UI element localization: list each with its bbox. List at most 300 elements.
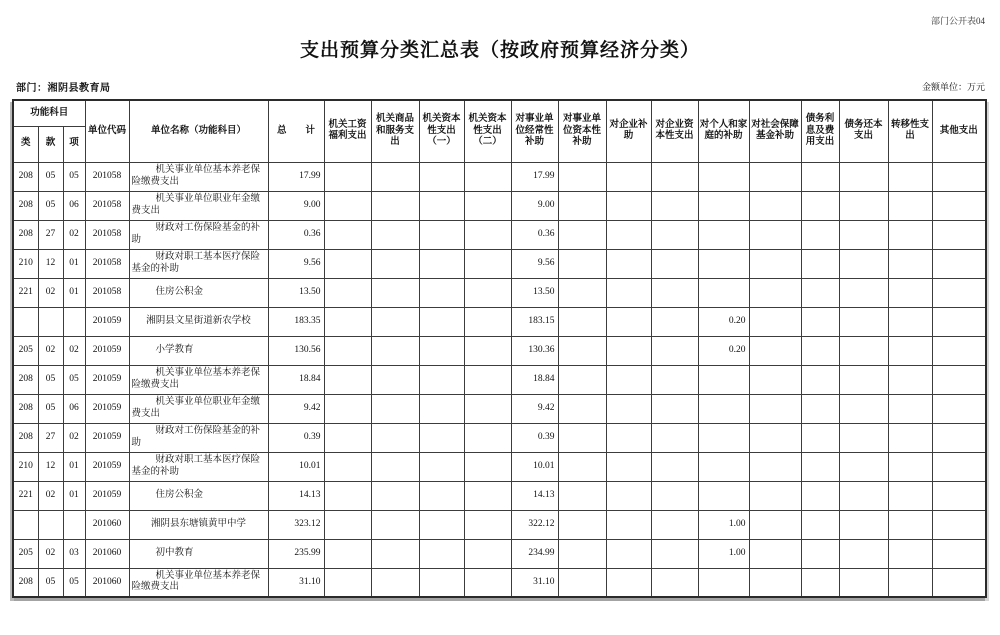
cell-inst-capital — [558, 568, 606, 597]
cell-unit-code: 201058 — [85, 249, 129, 278]
cell-unit-code: 201059 — [85, 336, 129, 365]
cell-transfer — [888, 539, 932, 568]
cell-unit-code: 201058 — [85, 162, 129, 191]
col-header-enterprise-capital: 对企业资本性支出 — [651, 100, 698, 162]
cell-enterprise-subsidy — [606, 365, 651, 394]
cell-capital-1 — [419, 568, 464, 597]
cell-debt-principal — [839, 423, 888, 452]
cell-debt-interest — [801, 539, 839, 568]
cell-individual-family — [698, 481, 749, 510]
cell-social-security-fund — [749, 191, 801, 220]
cell-enterprise-subsidy — [606, 481, 651, 510]
cell-inst-capital — [558, 162, 606, 191]
cell-capital-2 — [464, 452, 511, 481]
cell-individual-family: 0.20 — [698, 336, 749, 365]
cell-transfer — [888, 191, 932, 220]
col-header-capital-1: 机关资本性支出（一） — [419, 100, 464, 162]
cell-debt-principal — [839, 278, 888, 307]
cell-unit-code: 201058 — [85, 220, 129, 249]
cell-inst-capital — [558, 510, 606, 539]
col-header-item: 项 — [63, 126, 85, 162]
cell-wage-welfare — [324, 365, 371, 394]
cell-section: 05 — [38, 162, 63, 191]
cell-debt-principal — [839, 568, 888, 597]
cell-class: 210 — [13, 249, 38, 278]
cell-debt-interest — [801, 510, 839, 539]
cell-social-security-fund — [749, 336, 801, 365]
cell-section: 27 — [38, 423, 63, 452]
cell-transfer — [888, 510, 932, 539]
cell-transfer — [888, 278, 932, 307]
cell-item: 01 — [63, 481, 85, 510]
budget-table — [12, 99, 987, 598]
budget-table-body — [13, 162, 986, 597]
cell-class: 208 — [13, 394, 38, 423]
cell-debt-interest — [801, 220, 839, 249]
cell-capital-2 — [464, 423, 511, 452]
cell-enterprise-subsidy — [606, 568, 651, 597]
cell-unit-name: 住房公积金 — [129, 278, 268, 307]
cell-goods-services — [371, 307, 419, 336]
cell-other — [932, 307, 986, 336]
cell-unit-name: 机关事业单位基本养老保险缴费支出 — [129, 568, 268, 597]
cell-section: 27 — [38, 220, 63, 249]
cell-total: 0.36 — [268, 220, 324, 249]
cell-class — [13, 510, 38, 539]
cell-goods-services — [371, 539, 419, 568]
cell-other — [932, 191, 986, 220]
cell-debt-interest — [801, 394, 839, 423]
table-row — [13, 162, 986, 191]
cell-total: 9.42 — [268, 394, 324, 423]
cell-total: 0.39 — [268, 423, 324, 452]
cell-unit-name: 财政对工伤保险基金的补助 — [129, 423, 268, 452]
cell-other — [932, 394, 986, 423]
cell-inst-recurrent: 14.13 — [511, 481, 558, 510]
cell-class: 205 — [13, 539, 38, 568]
cell-goods-services — [371, 510, 419, 539]
cell-enterprise-capital — [651, 307, 698, 336]
cell-goods-services — [371, 452, 419, 481]
cell-capital-1 — [419, 452, 464, 481]
cell-individual-family — [698, 452, 749, 481]
table-row — [13, 394, 986, 423]
cell-goods-services — [371, 568, 419, 597]
cell-inst-recurrent: 0.36 — [511, 220, 558, 249]
cell-other — [932, 452, 986, 481]
cell-unit-code: 201059 — [85, 365, 129, 394]
cell-total: 323.12 — [268, 510, 324, 539]
cell-wage-welfare — [324, 220, 371, 249]
cell-inst-recurrent: 322.12 — [511, 510, 558, 539]
cell-enterprise-capital — [651, 568, 698, 597]
cell-inst-capital — [558, 278, 606, 307]
col-header-inst-recurrent: 对事业单位经常性补助 — [511, 100, 558, 162]
cell-inst-recurrent: 13.50 — [511, 278, 558, 307]
cell-enterprise-capital — [651, 423, 698, 452]
cell-wage-welfare — [324, 510, 371, 539]
cell-capital-2 — [464, 568, 511, 597]
cell-transfer — [888, 307, 932, 336]
cell-debt-principal — [839, 249, 888, 278]
cell-social-security-fund — [749, 162, 801, 191]
cell-debt-interest — [801, 423, 839, 452]
cell-inst-recurrent: 9.42 — [511, 394, 558, 423]
col-header-unit-code: 单位代码 — [85, 100, 129, 162]
cell-transfer — [888, 481, 932, 510]
cell-enterprise-capital — [651, 510, 698, 539]
table-row — [13, 568, 986, 597]
cell-wage-welfare — [324, 539, 371, 568]
cell-inst-recurrent: 9.00 — [511, 191, 558, 220]
amount-unit-label: 金额单位：万元 — [921, 82, 985, 92]
cell-unit-code: 201058 — [85, 278, 129, 307]
cell-class: 208 — [13, 568, 38, 597]
cell-total: 31.10 — [268, 568, 324, 597]
cell-item: 02 — [63, 336, 85, 365]
cell-individual-family — [698, 423, 749, 452]
cell-section: 02 — [38, 539, 63, 568]
cell-class: 210 — [13, 452, 38, 481]
cell-wage-welfare — [324, 162, 371, 191]
department-label: 部门：湘阴县教育局 — [16, 83, 111, 94]
cell-social-security-fund — [749, 278, 801, 307]
cell-capital-2 — [464, 336, 511, 365]
cell-item: 05 — [63, 162, 85, 191]
table-row — [13, 510, 986, 539]
cell-inst-capital — [558, 220, 606, 249]
cell-inst-recurrent: 17.99 — [511, 162, 558, 191]
cell-item: 06 — [63, 191, 85, 220]
cell-capital-1 — [419, 307, 464, 336]
cell-social-security-fund — [749, 481, 801, 510]
cell-class: 208 — [13, 220, 38, 249]
cell-unit-name: 财政对职工基本医疗保险基金的补助 — [129, 249, 268, 278]
table-row — [13, 307, 986, 336]
cell-section: 02 — [38, 278, 63, 307]
cell-other — [932, 568, 986, 597]
cell-unit-name: 小学教育 — [129, 336, 268, 365]
cell-other — [932, 220, 986, 249]
cell-total: 17.99 — [268, 162, 324, 191]
cell-debt-principal — [839, 191, 888, 220]
cell-class: 205 — [13, 336, 38, 365]
cell-enterprise-subsidy — [606, 452, 651, 481]
cell-debt-interest — [801, 568, 839, 597]
cell-inst-recurrent: 234.99 — [511, 539, 558, 568]
cell-enterprise-subsidy — [606, 510, 651, 539]
cell-goods-services — [371, 249, 419, 278]
col-header-debt-interest: 债务利息及费用支出 — [801, 100, 839, 162]
cell-social-security-fund — [749, 307, 801, 336]
cell-enterprise-capital — [651, 394, 698, 423]
cell-total: 9.56 — [268, 249, 324, 278]
cell-enterprise-subsidy — [606, 249, 651, 278]
cell-class: 208 — [13, 191, 38, 220]
cell-debt-interest — [801, 249, 839, 278]
doc-sheet-label: 部门公开表04 — [930, 16, 985, 26]
col-header-enterprise-subsidy: 对企业补助 — [606, 100, 651, 162]
cell-enterprise-subsidy — [606, 423, 651, 452]
cell-debt-interest — [801, 365, 839, 394]
cell-enterprise-capital — [651, 249, 698, 278]
cell-transfer — [888, 365, 932, 394]
cell-enterprise-subsidy — [606, 394, 651, 423]
cell-unit-name: 湘阴县文星街道新农学校 — [129, 307, 268, 336]
col-header-debt-principal: 债务还本支出 — [839, 100, 888, 162]
cell-section: 02 — [38, 336, 63, 365]
cell-class: 208 — [13, 365, 38, 394]
cell-wage-welfare — [324, 336, 371, 365]
cell-unit-code: 201058 — [85, 191, 129, 220]
cell-enterprise-subsidy — [606, 162, 651, 191]
cell-section: 05 — [38, 191, 63, 220]
cell-inst-capital — [558, 481, 606, 510]
cell-enterprise-capital — [651, 539, 698, 568]
cell-item: 03 — [63, 539, 85, 568]
cell-inst-capital — [558, 423, 606, 452]
cell-enterprise-subsidy — [606, 220, 651, 249]
cell-enterprise-capital — [651, 336, 698, 365]
cell-class: 221 — [13, 278, 38, 307]
cell-inst-capital — [558, 307, 606, 336]
cell-individual-family — [698, 220, 749, 249]
cell-debt-principal — [839, 510, 888, 539]
cell-unit-name: 财政对职工基本医疗保险基金的补助 — [129, 452, 268, 481]
cell-individual-family: 0.20 — [698, 307, 749, 336]
cell-other — [932, 336, 986, 365]
cell-unit-code: 201060 — [85, 568, 129, 597]
cell-debt-interest — [801, 191, 839, 220]
cell-unit-name: 机关事业单位职业年金缴费支出 — [129, 191, 268, 220]
cell-capital-2 — [464, 278, 511, 307]
col-header-other: 其他支出 — [932, 100, 986, 162]
cell-item: 02 — [63, 423, 85, 452]
cell-inst-recurrent: 18.84 — [511, 365, 558, 394]
cell-transfer — [888, 394, 932, 423]
cell-total: 18.84 — [268, 365, 324, 394]
cell-section — [38, 510, 63, 539]
cell-debt-interest — [801, 162, 839, 191]
cell-capital-2 — [464, 510, 511, 539]
table-row — [13, 452, 986, 481]
cell-enterprise-capital — [651, 162, 698, 191]
cell-capital-2 — [464, 249, 511, 278]
cell-social-security-fund — [749, 220, 801, 249]
cell-other — [932, 365, 986, 394]
cell-unit-name: 机关事业单位基本养老保险缴费支出 — [129, 365, 268, 394]
cell-section: 12 — [38, 452, 63, 481]
cell-enterprise-subsidy — [606, 191, 651, 220]
cell-goods-services — [371, 423, 419, 452]
cell-unit-code: 201059 — [85, 481, 129, 510]
cell-debt-interest — [801, 481, 839, 510]
col-header-func-group: 功能科目 — [13, 100, 85, 126]
cell-individual-family — [698, 162, 749, 191]
cell-capital-1 — [419, 481, 464, 510]
cell-transfer — [888, 220, 932, 249]
cell-debt-principal — [839, 336, 888, 365]
cell-total: 183.35 — [268, 307, 324, 336]
cell-capital-1 — [419, 336, 464, 365]
cell-capital-1 — [419, 394, 464, 423]
cell-capital-2 — [464, 220, 511, 249]
cell-debt-interest — [801, 452, 839, 481]
table-row — [13, 191, 986, 220]
cell-individual-family — [698, 249, 749, 278]
col-header-social-security-fund: 对社会保障基金补助 — [749, 100, 801, 162]
cell-transfer — [888, 568, 932, 597]
cell-inst-capital — [558, 452, 606, 481]
cell-wage-welfare — [324, 452, 371, 481]
cell-wage-welfare — [324, 568, 371, 597]
cell-class: 221 — [13, 481, 38, 510]
col-header-wage-welfare: 机关工资福利支出 — [324, 100, 371, 162]
cell-inst-capital — [558, 539, 606, 568]
cell-goods-services — [371, 394, 419, 423]
cell-other — [932, 249, 986, 278]
cell-class — [13, 307, 38, 336]
cell-unit-name: 湘阴县东塘镇黄甲中学 — [129, 510, 268, 539]
cell-debt-principal — [839, 307, 888, 336]
col-header-section: 款 — [38, 126, 63, 162]
cell-individual-family: 1.00 — [698, 539, 749, 568]
cell-unit-code: 201059 — [85, 394, 129, 423]
cell-capital-1 — [419, 365, 464, 394]
cell-social-security-fund — [749, 249, 801, 278]
col-header-inst-capital: 对事业单位资本性补助 — [558, 100, 606, 162]
cell-goods-services — [371, 220, 419, 249]
cell-total: 130.56 — [268, 336, 324, 365]
cell-debt-principal — [839, 220, 888, 249]
cell-capital-2 — [464, 539, 511, 568]
cell-section: 05 — [38, 365, 63, 394]
cell-inst-recurrent: 0.39 — [511, 423, 558, 452]
cell-enterprise-capital — [651, 452, 698, 481]
cell-capital-1 — [419, 539, 464, 568]
cell-individual-family — [698, 278, 749, 307]
cell-capital-2 — [464, 307, 511, 336]
cell-inst-recurrent: 10.01 — [511, 452, 558, 481]
table-row — [13, 278, 986, 307]
cell-social-security-fund — [749, 539, 801, 568]
cell-inst-recurrent: 9.56 — [511, 249, 558, 278]
cell-capital-1 — [419, 423, 464, 452]
cell-total: 13.50 — [268, 278, 324, 307]
cell-inst-recurrent: 183.15 — [511, 307, 558, 336]
col-header-total: 总 计 — [268, 100, 324, 162]
col-header-transfer: 转移性支出 — [888, 100, 932, 162]
cell-other — [932, 278, 986, 307]
col-header-capital-2: 机关资本性支出（二） — [464, 100, 511, 162]
cell-debt-principal — [839, 452, 888, 481]
cell-other — [932, 539, 986, 568]
cell-total: 10.01 — [268, 452, 324, 481]
cell-capital-2 — [464, 191, 511, 220]
cell-inst-capital — [558, 365, 606, 394]
cell-unit-name: 机关事业单位职业年金缴费支出 — [129, 394, 268, 423]
table-row — [13, 539, 986, 568]
cell-social-security-fund — [749, 568, 801, 597]
cell-individual-family: 1.00 — [698, 510, 749, 539]
cell-item: 05 — [63, 365, 85, 394]
cell-individual-family — [698, 191, 749, 220]
cell-goods-services — [371, 481, 419, 510]
cell-debt-principal — [839, 539, 888, 568]
col-header-individual-family: 对个人和家庭的补助 — [698, 100, 749, 162]
cell-individual-family — [698, 394, 749, 423]
cell-enterprise-capital — [651, 191, 698, 220]
cell-total: 9.00 — [268, 191, 324, 220]
cell-debt-principal — [839, 162, 888, 191]
cell-social-security-fund — [749, 423, 801, 452]
cell-other — [932, 162, 986, 191]
cell-goods-services — [371, 162, 419, 191]
table-row — [13, 249, 986, 278]
cell-debt-interest — [801, 307, 839, 336]
col-header-class: 类 — [13, 126, 38, 162]
cell-debt-principal — [839, 394, 888, 423]
cell-wage-welfare — [324, 249, 371, 278]
cell-goods-services — [371, 365, 419, 394]
cell-total: 14.13 — [268, 481, 324, 510]
table-row — [13, 481, 986, 510]
cell-inst-recurrent: 130.36 — [511, 336, 558, 365]
cell-section — [38, 307, 63, 336]
page-title: 支出预算分类汇总表（按政府预算经济分类） — [299, 40, 700, 61]
cell-section: 12 — [38, 249, 63, 278]
table-row — [13, 336, 986, 365]
cell-debt-interest — [801, 278, 839, 307]
cell-unit-name: 住房公积金 — [129, 481, 268, 510]
cell-social-security-fund — [749, 510, 801, 539]
cell-inst-capital — [558, 336, 606, 365]
cell-wage-welfare — [324, 191, 371, 220]
cell-capital-2 — [464, 481, 511, 510]
cell-capital-1 — [419, 191, 464, 220]
cell-debt-principal — [839, 365, 888, 394]
cell-transfer — [888, 162, 932, 191]
cell-unit-code: 201059 — [85, 307, 129, 336]
cell-unit-code: 201060 — [85, 539, 129, 568]
cell-item: 06 — [63, 394, 85, 423]
cell-inst-capital — [558, 394, 606, 423]
cell-inst-capital — [558, 191, 606, 220]
cell-social-security-fund — [749, 394, 801, 423]
cell-wage-welfare — [324, 423, 371, 452]
cell-other — [932, 481, 986, 510]
cell-unit-code: 201060 — [85, 510, 129, 539]
cell-individual-family — [698, 568, 749, 597]
cell-capital-1 — [419, 278, 464, 307]
cell-other — [932, 423, 986, 452]
cell-social-security-fund — [749, 365, 801, 394]
cell-section: 05 — [38, 394, 63, 423]
cell-debt-interest — [801, 336, 839, 365]
table-row — [13, 365, 986, 394]
cell-social-security-fund — [749, 452, 801, 481]
cell-enterprise-subsidy — [606, 336, 651, 365]
cell-unit-name: 机关事业单位基本养老保险缴费支出 — [129, 162, 268, 191]
cell-item — [63, 510, 85, 539]
cell-transfer — [888, 249, 932, 278]
table-row — [13, 423, 986, 452]
cell-class: 208 — [13, 162, 38, 191]
cell-unit-code: 201059 — [85, 452, 129, 481]
cell-inst-recurrent: 31.10 — [511, 568, 558, 597]
cell-inst-capital — [558, 249, 606, 278]
cell-item: 01 — [63, 452, 85, 481]
